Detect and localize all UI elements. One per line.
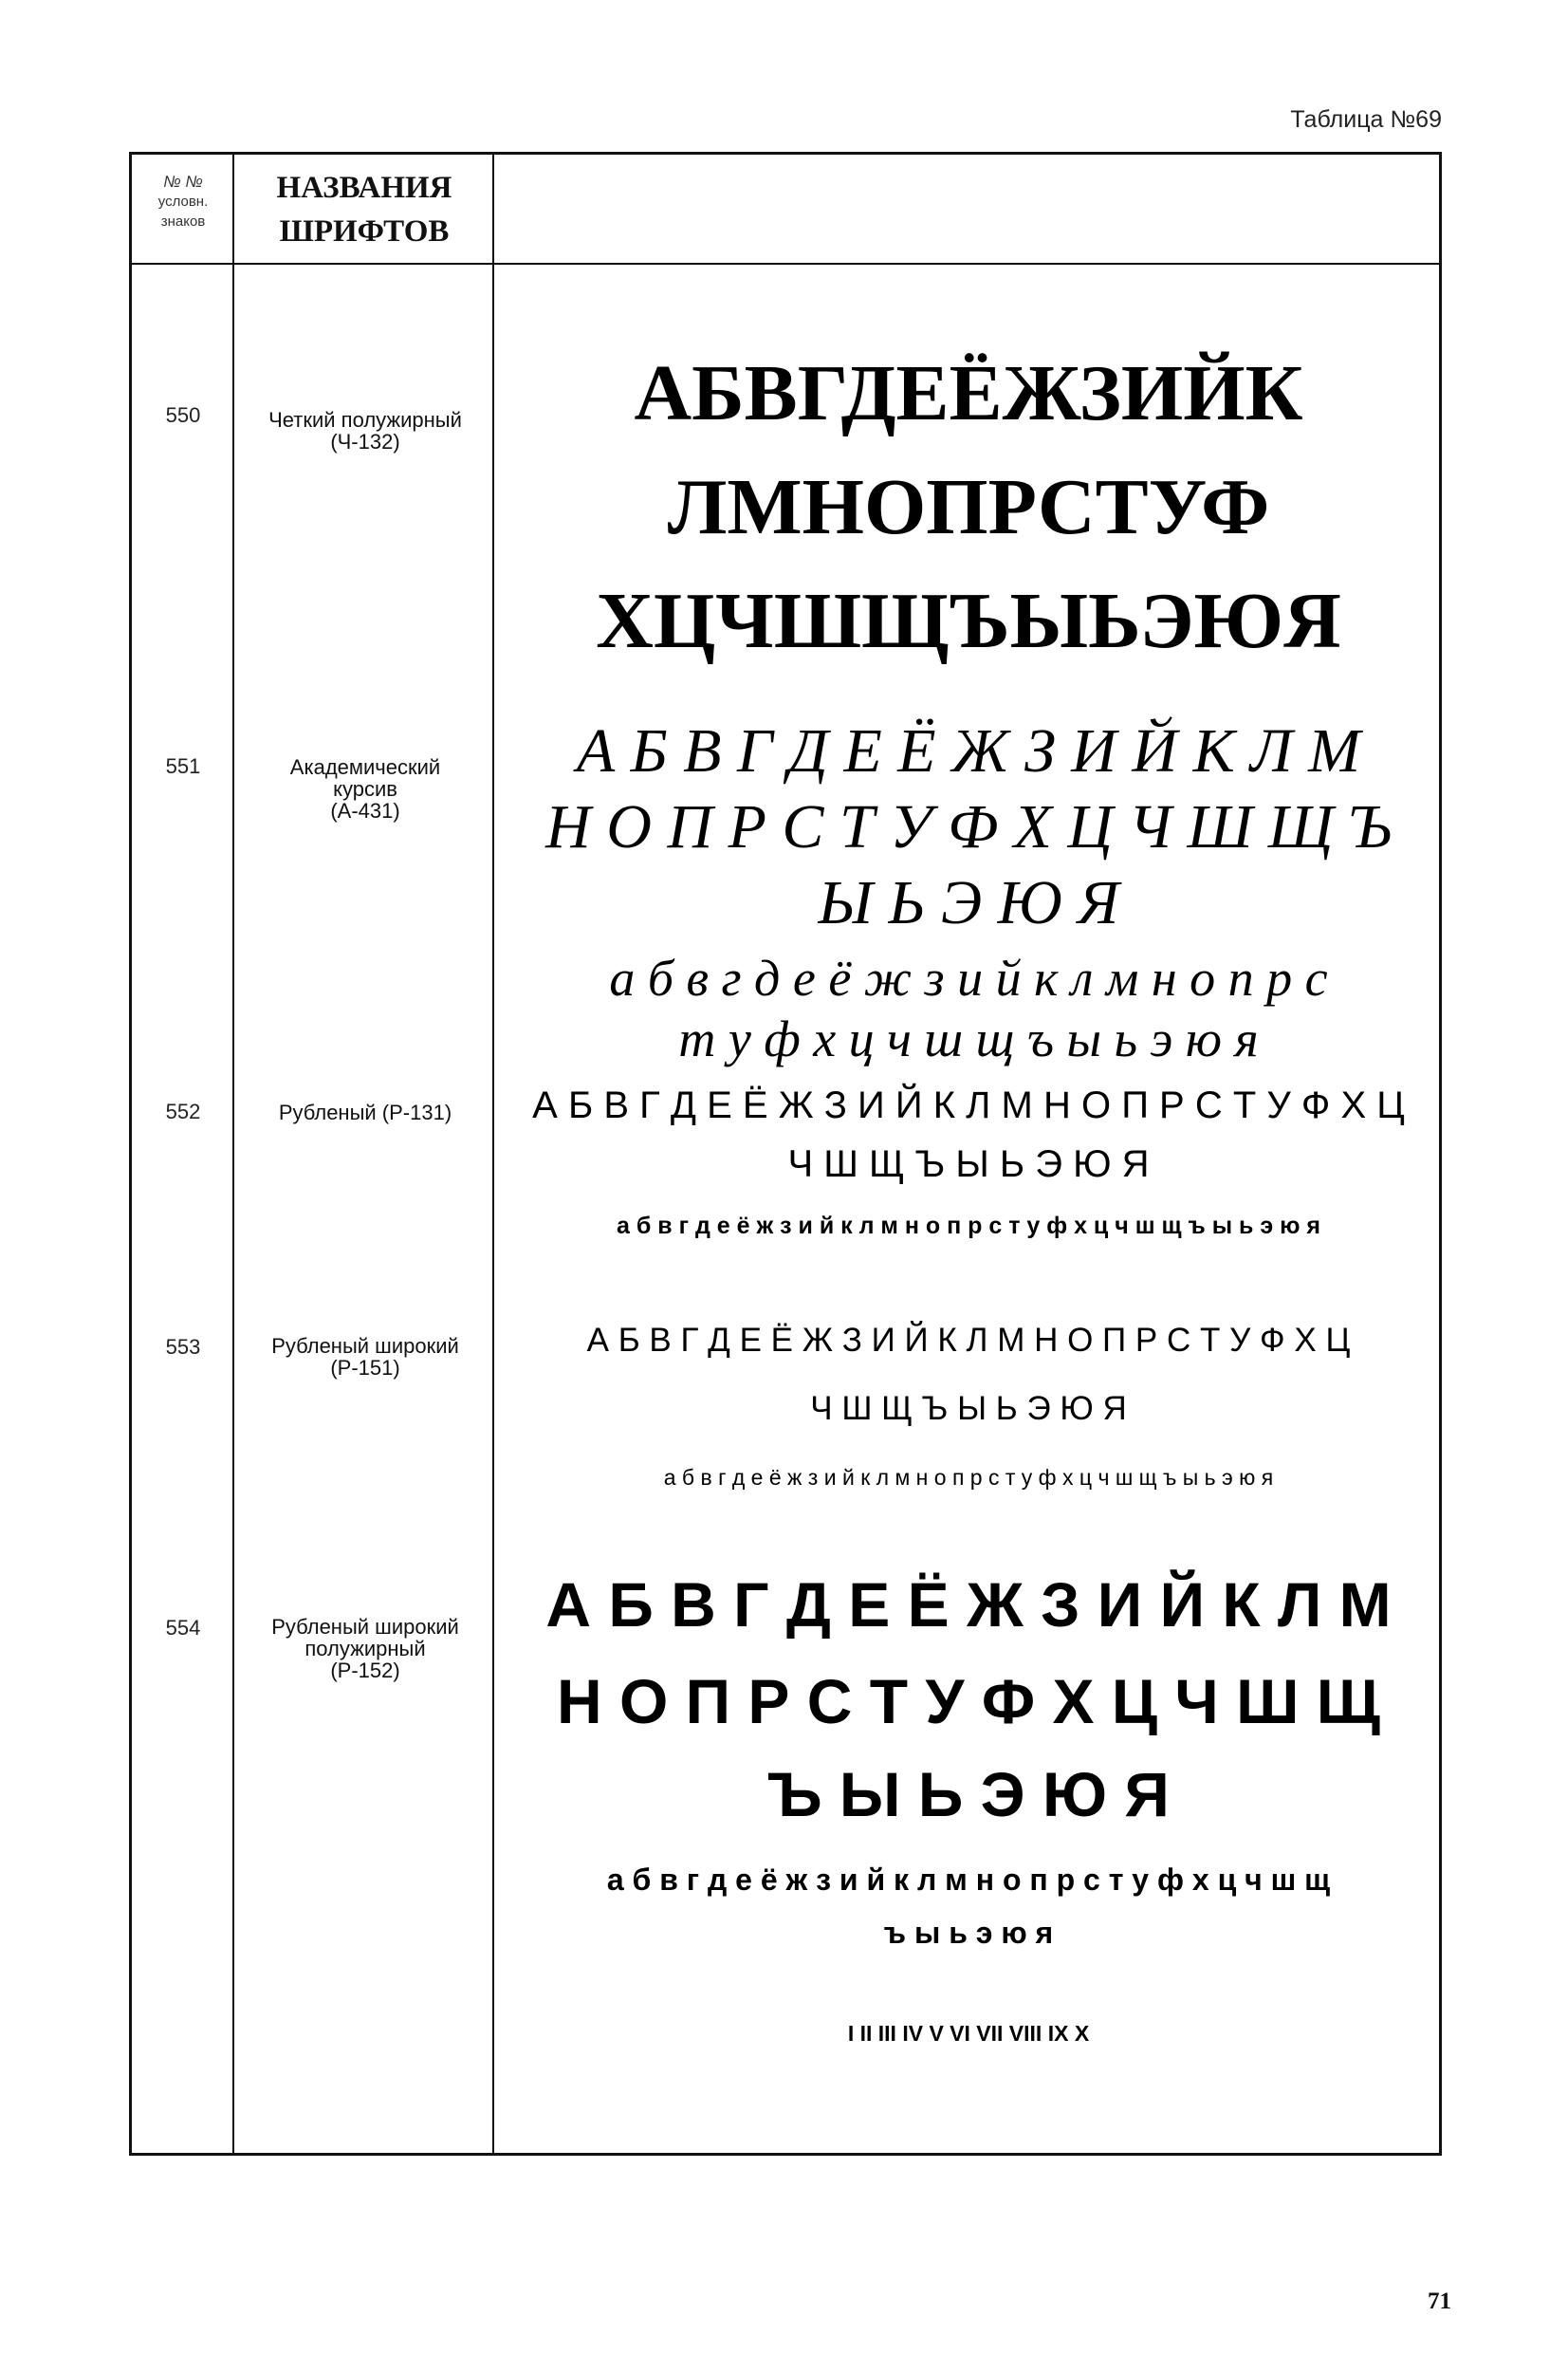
specimen-552-line1: А Б В Г Д Е Ё Ж З И Й К Л М Н О П Р С Т У Ф Х Ц xyxy=(532,1084,1405,1126)
specimen-553-line2: Ч Ш Щ Ъ Ы Ь Э Ю Я xyxy=(810,1390,1127,1427)
specimen-552-line2: Ч Ш Щ Ъ Ы Ь Э Ю Я xyxy=(787,1143,1150,1185)
font-name-554-line3: (Р-152) xyxy=(330,1659,400,1682)
font-name-551-line1: Академический xyxy=(289,755,441,779)
header-number-column xyxy=(132,172,234,232)
header-names-line2: ШРИФТОВ xyxy=(279,214,450,249)
specimen-550-line1: АБВГДЕЁЖЗИЙК xyxy=(634,349,1303,437)
row-number-552: 552 xyxy=(165,1100,201,1123)
header-number-line3: знаков xyxy=(160,213,206,230)
font-name-551-line3: (А-431) xyxy=(330,799,400,823)
font-specimen-table xyxy=(129,152,1442,2156)
specimen-554-line4: а б в г д е ё ж з и й к л м н о п р с т у ф х ц ч ш щ xyxy=(606,1863,1331,1897)
font-name-553 xyxy=(236,1335,494,1379)
specimen-554-line3: Ъ Ы Ь Э Ю Я xyxy=(767,1759,1170,1829)
font-name-550-line2: (Ч-132) xyxy=(330,430,400,454)
font-name-554 xyxy=(236,1616,494,1681)
header-number-symbol: № № xyxy=(163,173,203,191)
specimen-554-line5: ъ ы ь э ю я xyxy=(883,1916,1054,1950)
header-names-column xyxy=(236,166,492,253)
roman-numerals: I II III IV V VI VII VIII IX X xyxy=(847,2021,1090,2046)
specimen-551-line4: а б в г д е ё ж з и й к л м н о п р с xyxy=(609,950,1328,1007)
font-name-551-line2: курсив xyxy=(333,777,397,801)
header-divider xyxy=(132,263,1439,265)
page-number: 71 xyxy=(1428,2289,1451,2314)
specimen-553-line1: А Б В Г Д Е Ё Ж З И Й К Л М Н О П Р С Т У Ф Х Ц xyxy=(586,1322,1351,1359)
font-name-550 xyxy=(236,409,494,453)
row-number-553: 553 xyxy=(165,1335,201,1359)
specimen-551-line5: т у ф х ц ч ш щ ъ ы ь э ю я xyxy=(678,1010,1259,1067)
specimen-553-line3: а б в г д е ё ж з и й к л м н о п р с т у ф х ц ч ш щ ъ ы ь э ю я xyxy=(663,1465,1274,1490)
row-number-550: 550 xyxy=(165,403,201,427)
specimen-550-line2: ЛМНОПРСТУФ xyxy=(667,463,1270,551)
header-names-line1: НАЗВАНИЯ xyxy=(276,171,452,205)
font-name-554-line1: Рубленый широкий xyxy=(271,1615,459,1639)
font-name-552-line1: Рубленый (Р-131) xyxy=(278,1101,452,1124)
row-number-554: 554 xyxy=(165,1616,201,1640)
specimen-554-line2: Н О П Р С Т У Ф Х Ц Ч Ш Щ xyxy=(556,1666,1381,1736)
specimen-552-line3: а б в г д е ё ж з и й к л м н о п р с т у ф х ц ч ш щ ъ ы ь э ю я xyxy=(617,1213,1320,1239)
font-name-553-line1: Рубленый широкий xyxy=(271,1334,459,1358)
specimen-551-line3: Ы Ь Э Ю Я xyxy=(818,868,1119,937)
font-name-552 xyxy=(236,1102,494,1123)
specimen-551-line2: Н О П Р С Т У Ф Х Ц Ч Ш Щ Ъ xyxy=(545,792,1392,862)
table-caption: Таблица №69 xyxy=(1290,106,1442,133)
font-name-550-line1: Четкий полужирный xyxy=(268,408,462,432)
row-number-551: 551 xyxy=(165,754,201,778)
font-name-553-line2: (Р-151) xyxy=(330,1356,400,1380)
font-name-551 xyxy=(236,756,494,822)
specimen-554-line1: А Б В Г Д Е Ё Ж З И Й К Л М xyxy=(545,1569,1392,1640)
font-name-554-line2: полужирный xyxy=(304,1637,426,1660)
column-divider-1 xyxy=(232,155,234,2153)
specimen-550-line3: ХЦЧШЩЪЫЬЭЮЯ xyxy=(596,577,1341,665)
header-number-line2: условн. xyxy=(157,194,209,210)
specimen-551-line1: А Б В Г Д Е Ё Ж З И Й К Л М xyxy=(576,716,1361,786)
